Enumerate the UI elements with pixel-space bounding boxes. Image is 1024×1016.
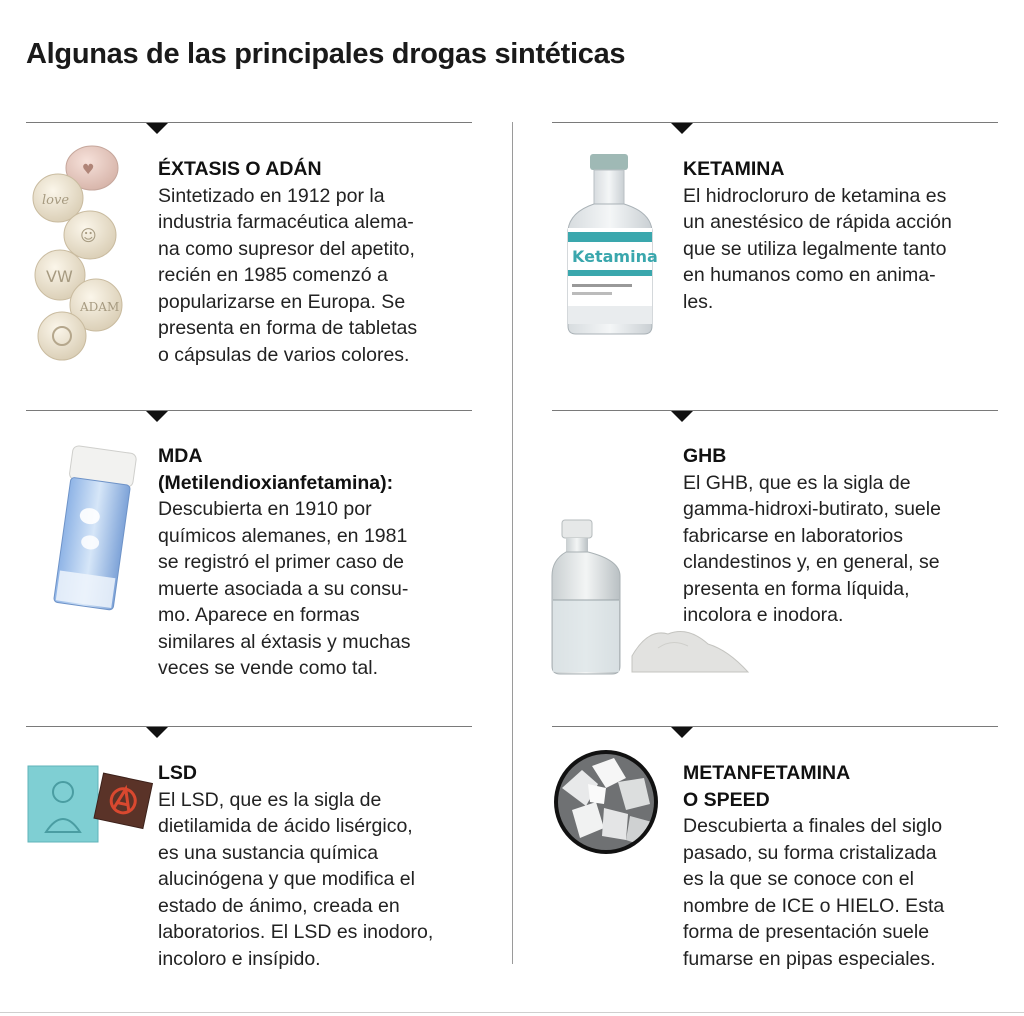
ketamina-label: Ketamina [572,247,658,266]
entry-line: es una sustancia química [158,841,379,864]
entry-line: incoloro e insípido. [158,947,321,970]
meth-crystals-image [552,748,660,856]
svg-text:VW: VW [46,267,73,286]
entry-line: un anestésico de rápida acción [683,211,952,233]
lsd-blotter-image [26,762,154,848]
entry-line: presenta en forma líquida, [683,577,910,600]
entry-line: Sintetizado en 1912 por la [158,184,385,207]
entry-line: nombre de ICE o HIELO. Esta [683,894,945,917]
entry-line: na como supresor del apetito, [158,237,415,260]
entry-line: estado de ánimo, creada en [158,894,400,917]
ecstasy-pills-image [30,140,130,370]
entry-line: dietilamida de ácido lisérgico, [158,815,413,837]
entry-heading: LSD [158,762,197,784]
entry-line: industria farmacéutica alema- [158,211,414,233]
page-title: Algunas de las principales drogas sintéticas [26,38,626,70]
section-rule [552,410,998,411]
arrow-down-icon [146,411,168,422]
bottom-border [0,1012,1024,1013]
entry-line: laboratorios. El LSD es inodoro, [158,921,434,943]
arrow-down-icon [146,123,168,134]
mda-vial-image [36,444,140,614]
section-rule [26,122,472,123]
entry-lsd [158,760,433,972]
entry-line: clandestinos y, en general, se [683,551,940,573]
entry-line: o cápsulas de varios colores. [158,343,410,366]
svg-text:☺: ☺ [80,226,97,245]
entry-heading: MDA [158,445,203,467]
arrow-down-icon [671,123,693,134]
entry-line: incolora e inodora. [683,604,844,626]
section-rule [26,726,472,727]
entry-line: El LSD, que es la sigla de [158,788,382,811]
entry-line: El GHB, que es la sigla de [683,471,911,494]
entry-line: les. [683,290,714,313]
entry-line: forma de presentación suele [683,921,930,943]
section-rule [26,410,472,411]
entry-heading: ÉXTASIS O ADÁN [158,158,322,180]
entry-line: es la que se conoce con el [683,868,914,890]
svg-text:ADAM: ADAM [80,300,120,314]
entry-line: gamma-hidroxi-butirato, suele [683,498,941,520]
entry-mda [158,443,411,682]
entry-line: veces se vende como tal. [158,657,379,679]
entry-line: popularizarse en Europa. Se [158,290,406,313]
entry-ghb [683,443,941,629]
entry-line: en humanos como en anima- [683,264,936,286]
entry-line: Descubierta a finales del siglo [683,815,943,837]
entry-line: recién en 1985 comenzó a [158,264,388,286]
entry-line: fumarse en pipas especiales. [683,947,936,970]
entry-heading: O SPEED [683,788,770,811]
entry-ketamina [683,156,952,315]
entry-line: Descubierta en 1910 por [158,498,372,520]
column-divider [512,122,513,964]
entry-line: químicos alemanes, en 1981 [158,524,408,547]
entry-heading: KETAMINA [683,158,785,180]
svg-text:♥: ♥ [82,162,95,178]
entry-line: presenta en forma de tabletas [158,317,418,339]
arrow-down-icon [671,727,693,738]
entry-extasis [158,156,417,368]
entry-line: que se utiliza legalmente tanto [683,237,947,260]
section-rule [552,122,998,123]
entry-heading: (Metilendioxianfetamina): [158,471,394,494]
entry-metanfetamina [683,760,944,972]
entry-line: El hidrocloruro de ketamina es [683,184,947,207]
entry-heading: METANFETAMINA [683,762,851,784]
entry-line: mo. Aparece en formas [158,604,360,626]
svg-text:love: love [42,193,70,208]
section-rule [552,726,998,727]
ketamine-vial-image [560,150,660,340]
entry-line: similares al éxtasis y muchas [158,630,411,653]
entry-line: fabricarse en laboratorios [683,524,904,547]
arrow-down-icon [671,411,693,422]
arrow-down-icon [146,727,168,738]
entry-line: muerte asociada a su consu- [158,577,409,600]
entry-line: se registró el primer caso de [158,551,405,573]
entry-heading: GHB [683,445,727,467]
entry-line: alucinógena y que modifica el [158,868,415,890]
entry-line: pasado, su forma cristalizada [683,841,937,864]
